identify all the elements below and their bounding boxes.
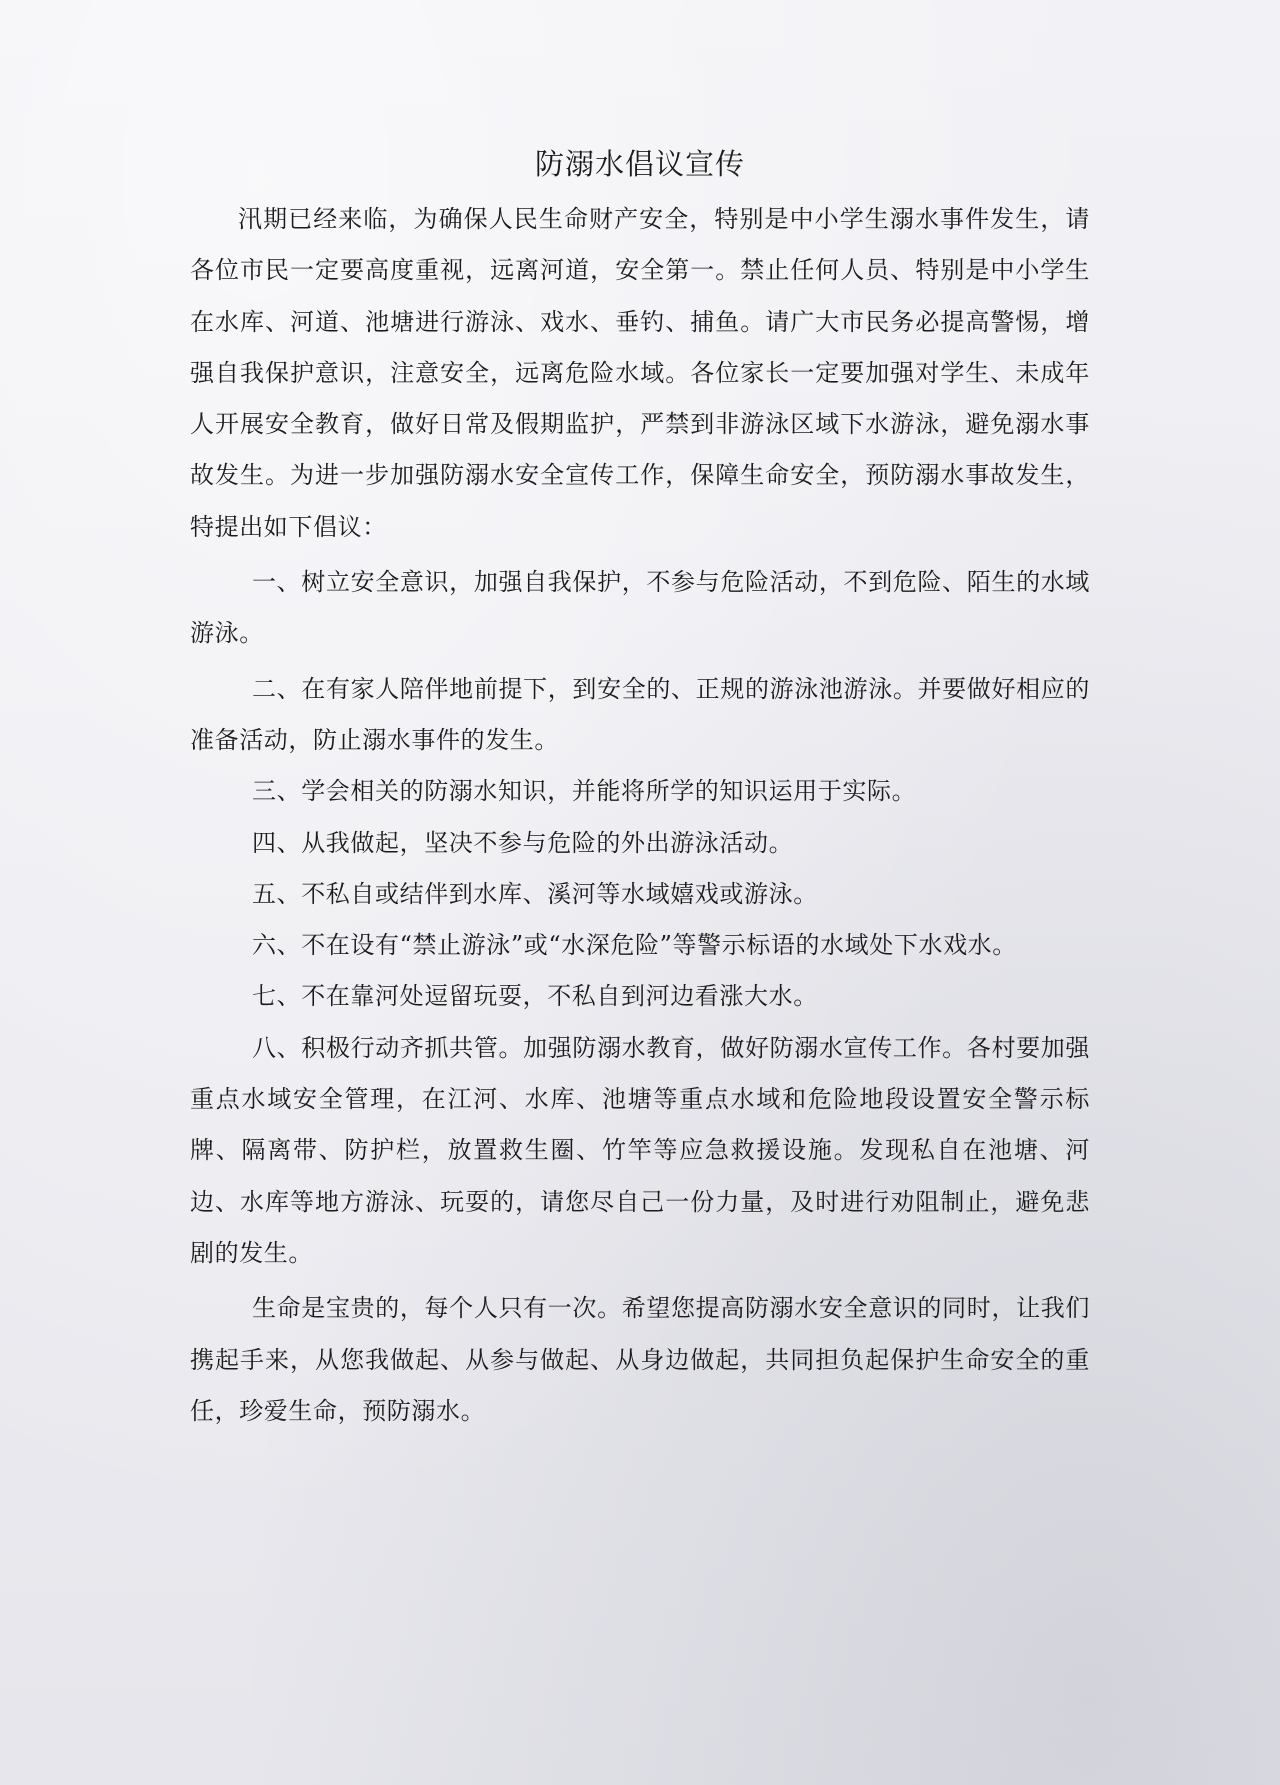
proposal-item-4: 四、从我做起，坚决不参与危险的外出游泳活动。 (252, 828, 794, 857)
proposal-item-3: 三、学会相关的防溺水知识，并能将所学的知识运用于实际。 (252, 777, 917, 806)
proposal-item-6: 六、不在设有“禁止游泳”或“水深危险”等警示标语的水域处下水戏水。 (252, 931, 1017, 960)
proposal-item-7: 七、不在靠河处逗留玩耍，不私自到河边看涨大水。 (252, 982, 818, 1011)
proposal-item-2: 二、在有家人陪伴地前提下，到安全的、正规的游泳池游泳。并要做好相应的准备活动，防止溺水事件的发生。 (190, 674, 1090, 754)
proposal-item-1: 一、树立安全意识，加强自我保护，不参与危险活动，不到危险、陌生的水域游泳。 (190, 568, 1090, 648)
closing-paragraph: 生命是宝贵的，每个人只有一次。希望您提高防溺水安全意识的同时，让我们携起手来，从您我做起、从参与做起、从身边做起，共同担负起保护生命安全的重任，珍爱生命，预防溺水。 (190, 1294, 1090, 1425)
proposal-item-8: 八、积极行动齐抓共管。加强防溺水教育，做好防溺水宣传工作。各村要加强重点水域安全管理，在江河、水库、池塘等重点水域和危险地段设置安全警示标牌、隔离带、防护栏，放置救生圈、竹竿等应急救援设施。发现私自在池塘、河边、水库等地方游泳、玩耍的，请您尽自己一份力量，及时进行劝阻制止，避免悲剧的发生。 (190, 1033, 1090, 1267)
document-title: 防溺水倡议宣传 (534, 147, 745, 181)
proposal-item-5: 五、不私自或结伴到水库、溪河等水域嬉戏或游泳。 (252, 879, 818, 908)
intro-paragraph: 汛期已经来临，为确保人民生命财产安全，特别是中小学生溺水事件发生，请各位市民一定要高度重视，远离河道，安全第一。禁止任何人员、特别是中小学生在水库、河道、池塘进行游泳、戏水、垂钓、捕鱼。请广大市民务必提高警惕，增强自我保护意识，注意安全，远离危险水域。各位家长一定要加强对学生、未成年人开展安全教育，做好日常及假期监护，严禁到非游泳区域下水游泳，避免溺水事故发生。为进一步加强防溺水安全宣传工作，保障生命安全，预防溺水事故发生，特提出如下倡议： (190, 205, 1090, 541)
